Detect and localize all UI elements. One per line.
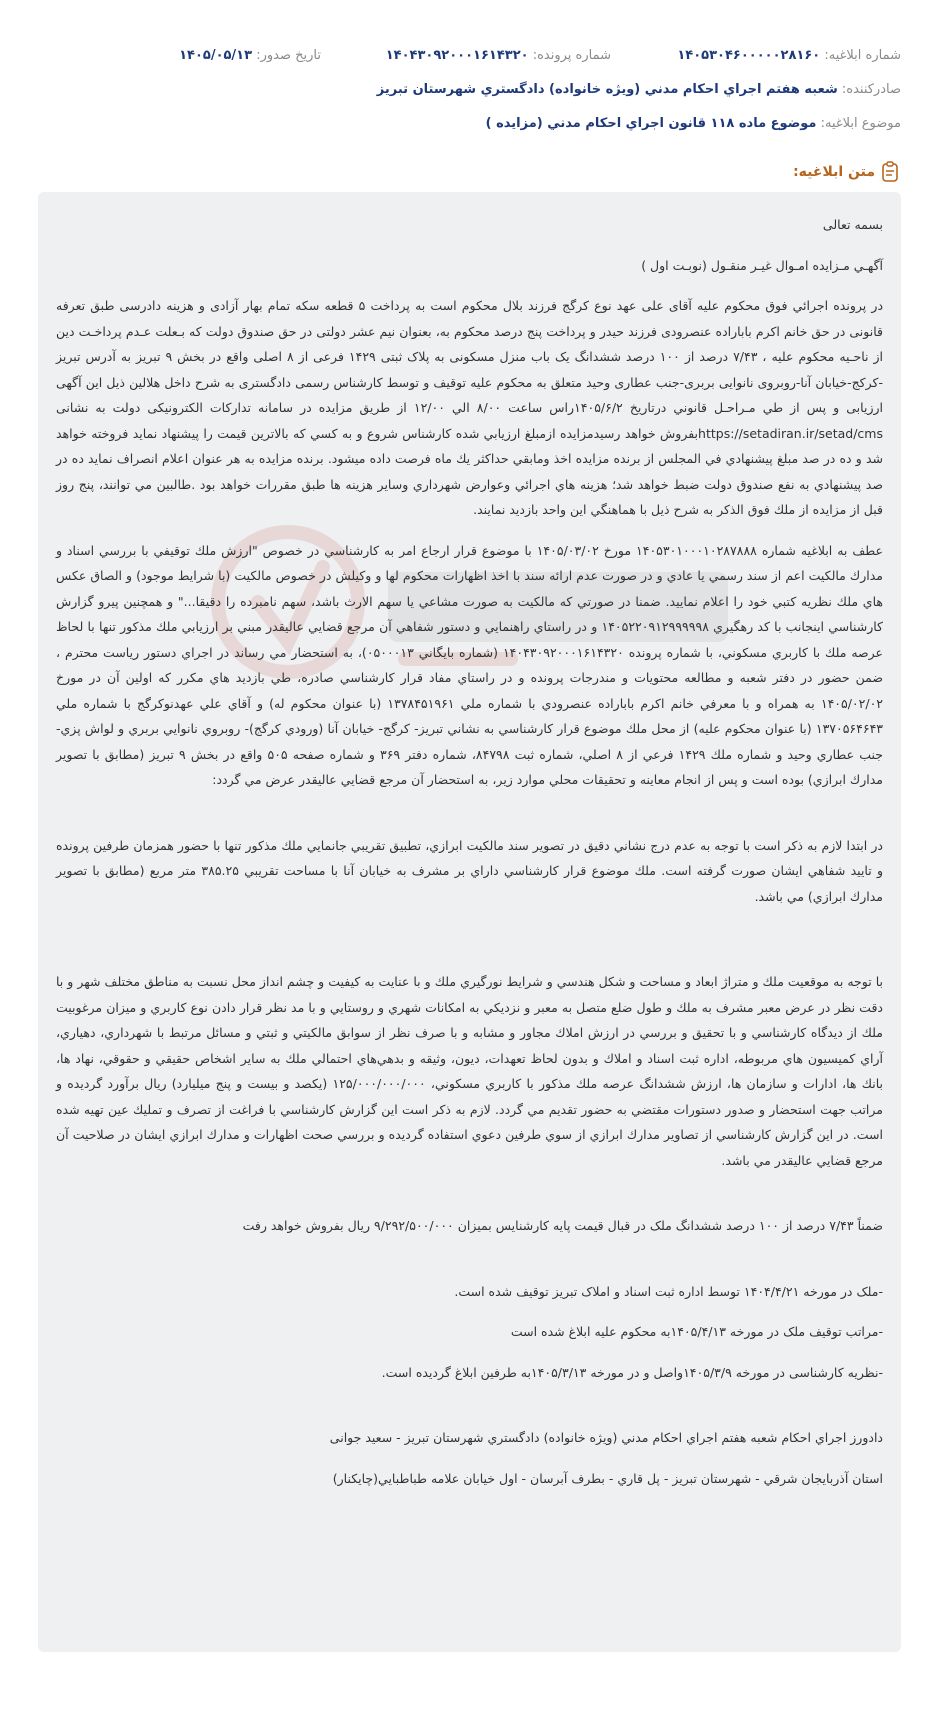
document-icon — [881, 161, 901, 183]
issuer-row — [38, 80, 901, 100]
case-number — [386, 46, 611, 66]
signature-line: دادورز اجراي احکام شعبه هفتم اجراي احکام مدني (ويژه خانواده) دادگستري شهرستان تبريز - سعيد جوانی — [329, 1430, 883, 1445]
notice-text-title: متن ابلاغيه: — [793, 164, 875, 180]
subject-label: موضوع ابلاغيه: — [820, 116, 901, 131]
issue-date-label: تاريخ صدور: — [256, 48, 321, 63]
notice-number — [677, 46, 901, 66]
notice-text-heading — [793, 160, 901, 184]
paragraph-2: عطف به ابلاغيه شماره ۱۴۰۵۳۰۱۰۰۰۱۰۲۸۷۸۸۸ مورخ ۱۴۰۵/۰۳/۰۲ با موضوع قرار ارجاع امر به کارشناسي در خصوص "ارزش ملك توقيفي با بررسي اسناد و مدارك مالكيت اعم از سند رسمي يا عادي و در صورت عدم ارائه سند با اخذ اظهارات محكوم لها و وكيلش در خصوص مالكيت (با شرايط موجود) و الصاق عكس هاي ملك نظريه كتبي خود را اعلام نماييد. ضمنا در صورتي كه مالكيت به صورت مشاعي يا سهم الارث باشد، سهم نامبرده را دقيقا..." و همچنين پيرو گزارش كارشناسي اينجانب با كد رهگيري ۱۴۰۵۲۲۰۹۱۲۹۹۹۹۹۸ و در راستاي راهنمايي و دستور شفاهي آن مرجع قضايي عاليقدر مبني بر ارزيابي ملك مذكور تنها با لحاظ عرصه ملك با كاربري مسكوني، با شماره پرونده ۱۴۰۴۳۰۹۲۰۰۰۱۶۱۴۳۲۰ (شماره بايگاني ۰۵۰۰۰۱۳)، به استحضار مي رساند در اجراي دستور رياست محترم ، ضمن حضور در دفتر شعبه و مطالعه محتويات و مندرجات پرونده و در راستاي مفاد قرار كارشناسي صادره، طي بازديد هاي مكرر كه اولين آن در مورخ ۱۴۰۵/۰۲/۰۲ به همراه و با معرفي خانم اكرم باباراده عنصرودي با شماره ملي ۱۳۷۸۴۵۱۹۶۱ (با عنوان محكوم له) و آقاي علي عهدنوكرگج با شماره ملي ۱۳۷۰۵۶۴۶۴۳ (با عنوان محكوم عليه) از محل ملك موضوع قرار كارشناسي به نشاني تبريز- كرگج- خيابان آنا (ورودي كرگج)- روبروي نانوايي بربري و لواش پزي- جنب عطاري وحيد و شماره ملك ۱۴۲۹ فرعي از ۸ اصلي، شماره ثبت ۸۴۷۹۸، شماره دفتر ۳۶۹ و شماره صفحه ۵۰۵ واقع در بخش ۹ تبريز (مطابق با تصوير مدارك ابرازي) بوده است و پس از انجام معاينه و تحقيقات محلي موارد زير، به استحضار آن مرجع قضايي عاليقدر عرض مي گردد: — [56, 542, 884, 787]
subject-value: موضوع ماده ۱۱۸ قانون اجراي احکام مدني (مزايده ) — [485, 116, 817, 131]
notice-meta-row — [38, 46, 901, 66]
issue-date — [179, 46, 321, 66]
paragraph-4: با توجه به موقعيت ملك و متراژ ابعاد و مساحت و شكل هندسي و شرايط نورگيري ملك و با عنايت به كيفيت و چشم انداز محل نسبت به مناطق مختلف شهر و با دقت نظر در عرض معبر مشرف به ملك و طول ضلع متصل به معبر و نزديكي به امكانات شهري و روستايي و با مد نظر قرار دادن نوع كاربري و ميزان مرغوبيت ملك از ديدگاه كارشناسي و با تحقيق و بررسي در ارزش املاك مجاور و مشابه و با صرف نظر از سوابق مالكيتي و ثبتي و مسائل مرتبط با شهرداري، دهياري، آراي كميسيون هاي مربوطه، اداره ثبت اسناد و املاك و بدون لحاظ تعهدات، ديون، وثيقه و بدهي‌هاي احتمالي ملك به ساير اشخاص حقيقي و حقوقي، نهاد ها، بانك ها، ادارات و سازمان ها، ارزش ششدانگ عرصه ملك مذكور با كاربري مسكوني، ۱۲۵/۰۰۰/۰۰۰/۰۰۰ (يكصد و بيست و پنج ميليارد) ريال برآورد گرديده و مراتب جهت استحضار و صدور دستورات مقتضي به حضور تقديم مي گردد. لازم به ذكر است اين گزارش كارشناسي با فراغت از تصرف و تمليك عين تهيه شده است. در اين گزارش كارشناسي از تصاوير مدارك ابرازي از سوي طرفين دعوي استفاده گرديده و بررسي صحت اظهارات و مدارك ابرازي ايشان در صلاحيت آن مرجع قضايي عاليقدر مي باشد. — [56, 974, 883, 1168]
list-item: -مراتب توقيف ملک در مورخه ۱۴۰۵/۴/۱۳به محکوم عليه ابلاغ شده است — [510, 1324, 883, 1339]
notice-content-box — [38, 192, 901, 1652]
list-item: -نظريه کارشناسی در مورخه ۱۴۰۵/۳/۹واصل و در مورخه ۱۴۰۵/۳/۱۳به طرفين ابلاغ گرديده است. — [381, 1364, 883, 1380]
list-item: -ملک در مورخه ۱۴۰۴/۴/۲۱ توسط اداره ثبت اسناد و املاک تبريز توقيف شده است. — [454, 1283, 883, 1299]
salutation: بسمه تعالی — [822, 217, 883, 232]
paragraph-1: در پرونده اجرائي فوق محکوم عليه آقای علی عهد نوع کرگج فرزند بلال محکوم است به پرداخت ۵ قطعه سکه تمام بهار آزادی و هزينه دادرسی طبق تعرفه قانونی در حق خانم اکرم باباراده عنصرودی فرزند حيدر و پرداخت پنج درصد محکوم به، بعنوان نيم عشر دولتی در حق صندوق دولت که بـعلت عـدم پرداخـت دين از ناحـيه محکوم عليه ، ۷/۴۳ درصد از ۱۰۰ درصد ششدانگ يک باب منزل مسکونی به پلاک ثبتی ۱۴۲۹ فرعی از ۸ اصلی واقع در بخش ۹ تبريز به آدرس تبريز -کرکج-خيابان آنا-روبروی نانوايی بربری-جنب عطاری وحيد متعلق به محکوم عليه توقيف و توسط کارشناس رسمی دادگستری به شرح داخل هلالين ذيل اين آگهی ارزيابی و پس از طي مـراحـل قانوني درتاريخ ۱۴۰۵/۶/۲راس ساعت ۸/۰۰ الي ۱۲/۰۰ از طريق مزايده در سامانه تدارکات الکترونيکی دولت به نشانی https://setadiran.ir/setad/cmsبفروش خواهد رسيدمزايده ازمبلغ ارزيابي شده کارشناس شروع و به کسي که بالاترين قيمت را پيشنهاد نمايد فروخته خواهد شد و ده در صد مبلغ پيشنهادي في المجلس از برنده مزايده اخذ ومابقي حداکثر يك ماه فرصت داده ميشود. برنده مزايده به هر عنوان اعلام انصراف نمايد ده در صد پيشنهادي به نفع صندوق دولت ضبط خواهد شد؛ هزينه هاي اجرائي وعوارض شهرداري وساير هزينه ها طبق مقررات خواهد بود .طالبين مي توانند، پنج روز قبل از مزايده از ملك فوق الذكر به شرح ذيل با هماهنگي اين واحد بازديد نمايند. — [56, 298, 884, 517]
case-number-value: ۱۴۰۴۳۰۹۲۰۰۰۱۶۱۴۳۲۰ — [385, 48, 529, 63]
paragraph-3: در ابتدا لازم به ذكر است با توجه به عدم درج نشاني دقيق در تصوير سند مالكيت ابرازي، تطبيق تقريبي جانمايي ملك مذكور تنها با حضور همزمان طرفين پرونده و تاييد شفاهي ايشان صورت گرفته است. ملك موضوع قرار كارشناسي داراي بر مشرف به خيابان آنا با مساحت تقريبي ۳۸۵.۲۵ متر مربع (مطابق با تصوير مدارك ابرازي) مي باشد. — [56, 837, 884, 904]
address-line: استان آذربايجان شرقي - شهرستان تبريز - پل قاري - بطرف آبرسان - اول خيابان علامه طباطبايي(چايکنار) — [332, 1470, 883, 1486]
subject-row — [38, 114, 901, 134]
issuer-label: صادرکننده: — [841, 82, 901, 97]
paragraph-5: ضمناً ۷/۴۳ درصد از ۱۰۰ درصد ششدانگ ملک در قبال قيمت پايه کارشنايس بميزان ۹/۲۹۲/۵۰۰/۰۰۰ ريال بفروش خواهد رفت — [242, 1218, 883, 1233]
notice-number-value: ۱۴۰۵۳۰۴۶۰۰۰۰۰۲۸۱۶۰ — [677, 48, 821, 63]
auction-heading: آگهـي مـزايده امـوال غيـر منقـول (نوبـت اول ) — [641, 257, 883, 273]
issuer-value: شعبه هفتم اجراي احکام مدني (ويژه خانواده) دادگستري شهرستان تبريز — [376, 82, 838, 97]
notice-number-label: شماره ابلاغيه: — [824, 48, 901, 63]
case-number-label: شماره پرونده: — [532, 48, 611, 63]
notice-body — [56, 212, 883, 1491]
issue-date-value: ۱۴۰۵/۰۵/۱۳ — [179, 48, 253, 63]
